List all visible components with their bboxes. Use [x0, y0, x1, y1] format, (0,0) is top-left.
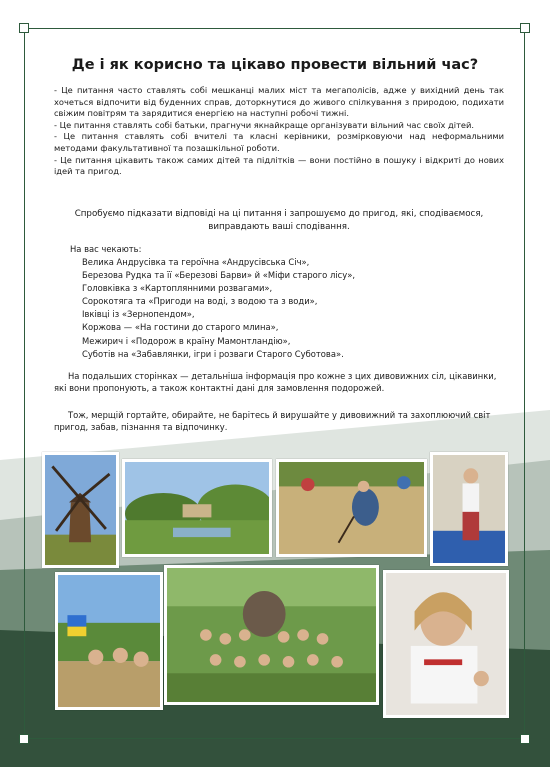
destinations-heading: На вас чекають: [70, 244, 142, 254]
destination-item: Березова Рудка та її «Березові Барви» й «Міфи старого лісу», [82, 270, 355, 281]
intro-paragraphs [54, 85, 504, 178]
destination-item: Суботів на «Забавлянки, ігри і розваги Старого Суботова». [82, 348, 344, 359]
children-flag-photo [55, 572, 163, 710]
closing-paragraph: Тож, мерщій гортайте, обирайте, не барітесь й вирушайте у дивовижний та захоплюючий світ пригод, забав, пізнання та відпочинку. [54, 410, 491, 433]
frame-corner-top-left [19, 23, 29, 33]
destination-item: Головківка з «Картоплянними розвагами», [82, 283, 273, 294]
invitation-text [54, 208, 504, 233]
invitation-line: виправдають ваші сподівання. [208, 221, 350, 232]
destination-item: Коржова — «На гостини до старого млина», [82, 322, 279, 333]
frame-corner-top-right [520, 23, 530, 33]
destination-item: Велика Андрусівка та героїчна «Андрусівська Січ», [82, 257, 310, 267]
landscape-photo [122, 459, 272, 557]
intro-paragraph: - Це питання часто ставлять собі мешканці малих міст та мегаполісів, адже у вихідний день так хочеться відпочити від буденних справ, доторкнутися до живого спілкування з природою, подихати свіжим повітрям та зарядитися енергією на наступні робочі тижні. [54, 85, 504, 119]
crafts-photo [383, 570, 509, 718]
destinations-list [82, 256, 355, 361]
group-mammoth-photo [164, 565, 379, 705]
windmill-photo [42, 452, 119, 568]
destination-item: Сорокотяга та «Пригоди на воді, з водою та з води», [82, 296, 318, 307]
destination-item: Івківці із «Зернопендом», [82, 309, 195, 320]
destination-item: Межирич і «Подорож в країну Мамонтландію», [82, 335, 291, 346]
intro-paragraph: - Це питання ставлять собі вчителі та класні керівники, розмірковуючи над неформальними методами факультативної та позашкільної роботи. [54, 131, 504, 153]
intro-paragraph: - Це питання ставлять собі батьки, прагнучи якнайкраще організувати вільний час своїх дітей. [54, 119, 475, 130]
intro-paragraph: - Це питання цікавить також самих дітей та підлітків — вони постійно в пошуку і відкриті до нових ідей та пригод. [54, 154, 504, 177]
frame-corner-bottom-right [520, 734, 530, 744]
invitation-line: Спробуємо підказати відповіді на ці питання і запрошуємо до пригод, які, сподіваємося, [74, 209, 484, 219]
costume-photo [430, 452, 508, 566]
frame-corner-bottom-left [19, 734, 29, 744]
field-games-photo [276, 459, 427, 557]
details-paragraph: На подальших сторінках — детальніша інформація про кожне з цих дивовижних сіл, цікавинки, які вони пропонують, а також контактні дані для замовлення подорожей. [54, 371, 497, 394]
page-title: Де і як корисно та цікаво провести вільний час? [71, 57, 479, 73]
